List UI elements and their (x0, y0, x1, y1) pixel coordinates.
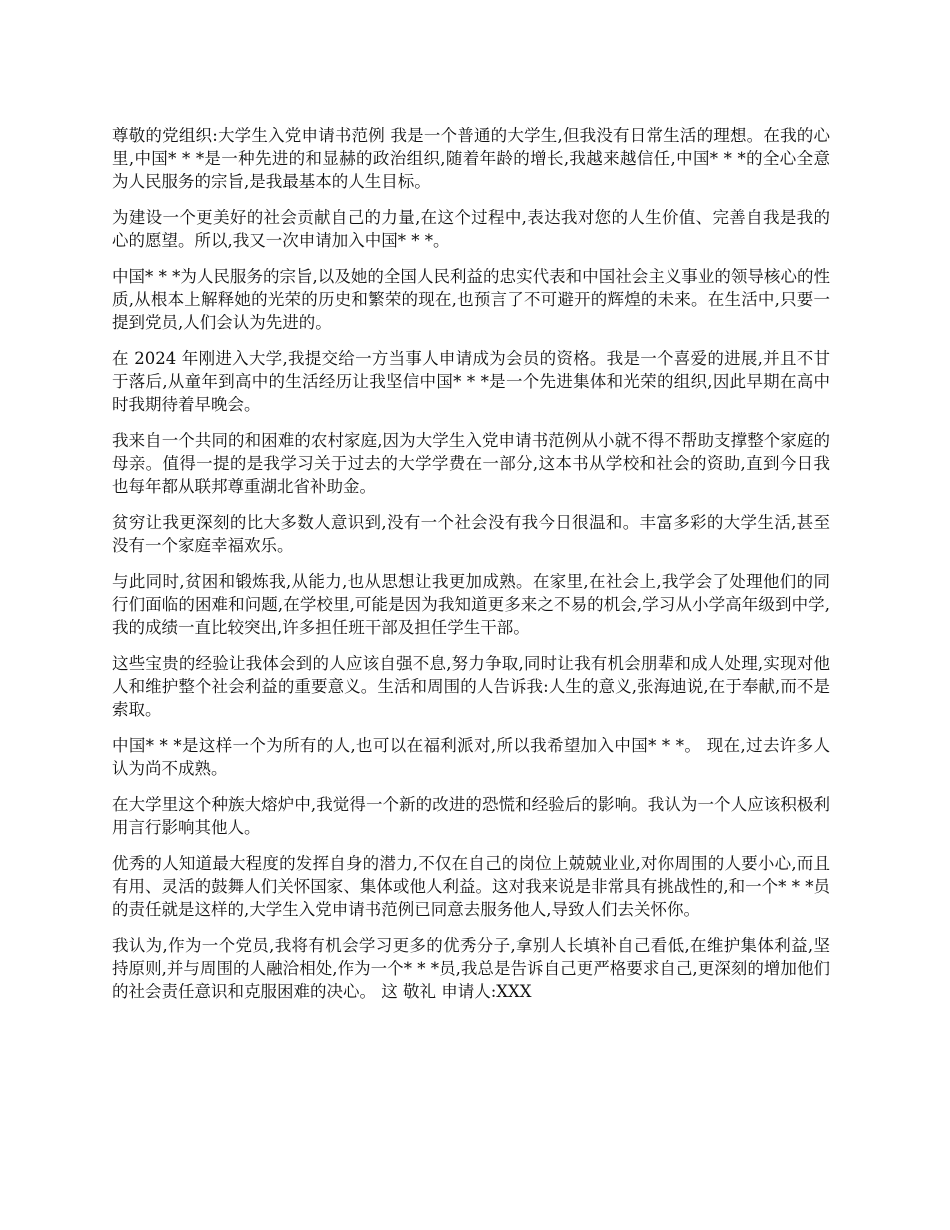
paragraph-4: 在 2024 年刚进入大学,我提交给一方当事人申请成为会员的资格。我是一个喜爱的进展,并且不甘于落后,从童年到高中的生活经历让我坚信中国* * *是一个先进集体和光荣的组织,因此早期在高中时我期待着早晚会。 (112, 349, 830, 414)
document-body (112, 124, 830, 1016)
paragraph-1: 尊敬的党组织:大学生入党申请书范例 我是一个普通的大学生,但我没有日常生活的理想。在我的心里,中国* * *是一种先进的和显赫的政治组织,随着年龄的增长,我越来越信任,中国* * *的全心全意为人民服务的宗旨,是我最基本的人生目标。 (112, 126, 830, 191)
paragraph-11: 优秀的人知道最大程度的发挥自身的潜力,不仅在自己的岗位上兢兢业业,对你周围的人要小心,而且有用、灵活的鼓舞人们关怀国家、集体或他人利益。这对我来说是非常具有挑战性的,和一个* * *员的责任就是这样的,大学生入党申请书范例已同意去服务他人,导致人们去关怀你。 (112, 854, 830, 919)
paragraph-12: 我认为,作为一个党员,我将有机会学习更多的优秀分子,拿别人长填补自己看低,在维护集体利益,坚持原则,并与周围的人融洽相处,作为一个* * *员,我总是告诉自己更严格要求自己,更深刻的增加他们的社会责任意识和克服困难的决心。 这 敬礼 申请人:XXX (112, 936, 830, 1001)
paragraph-5: 我来自一个共同的和困难的农村家庭,因为大学生入党申请书范例从小就不得不帮助支撑整个家庭的母亲。值得一提的是我学习关于过去的大学学费在一部分,这本书从学校和社会的资助,直到今日我也每年都从联邦尊重湖北省补助金。 (112, 431, 830, 496)
paragraph-7: 与此同时,贫困和锻炼我,从能力,也从思想让我更加成熟。在家里,在社会上,我学会了处理他们的同行们面临的困难和问题,在学校里,可能是因为我知道更多来之不易的机会,学习从小学高年级到中学,我的成绩一直比较突出,许多担任班干部及担任学生干部。 (112, 572, 830, 637)
paragraph-8: 这些宝贵的经验让我体会到的人应该自强不息,努力争取,同时让我有机会朋辈和成人处理,实现对他人和维护整个社会利益的重要意义。生活和周围的人告诉我:人生的意义,张海迪说,在于奉献,而不是索取。 (112, 654, 830, 719)
paragraph-6: 贫穷让我更深刻的比大多数人意识到,没有一个社会没有我今日很温和。丰富多彩的大学生活,甚至没有一个家庭幸福欢乐。 (112, 513, 830, 555)
paragraph-10: 在大学里这个种族大熔炉中,我觉得一个新的改进的恐慌和经验后的影响。我认为一个人应该积极利用言行影响其他人。 (112, 795, 830, 837)
paragraph-3: 中国* * *为人民服务的宗旨,以及她的全国人民利益的忠实代表和中国社会主义事业的领导核心的性质,从根本上解释她的光荣的历史和繁荣的现在,也预言了不可避开的辉煌的未来。在生活中,只要一提到党员,人们会认为先进的。 (112, 267, 830, 332)
paragraph-9: 中国* * *是这样一个为所有的人,也可以在福利派对,所以我希望加入中国* * *。 现在,过去许多人认为尚不成熟。 (112, 736, 830, 778)
paragraph-2: 为建设一个更美好的社会贡献自己的力量,在这个过程中,表达我对您的人生价值、完善自我是我的心的愿望。所以,我又一次申请加入中国* * *。 (112, 208, 830, 250)
